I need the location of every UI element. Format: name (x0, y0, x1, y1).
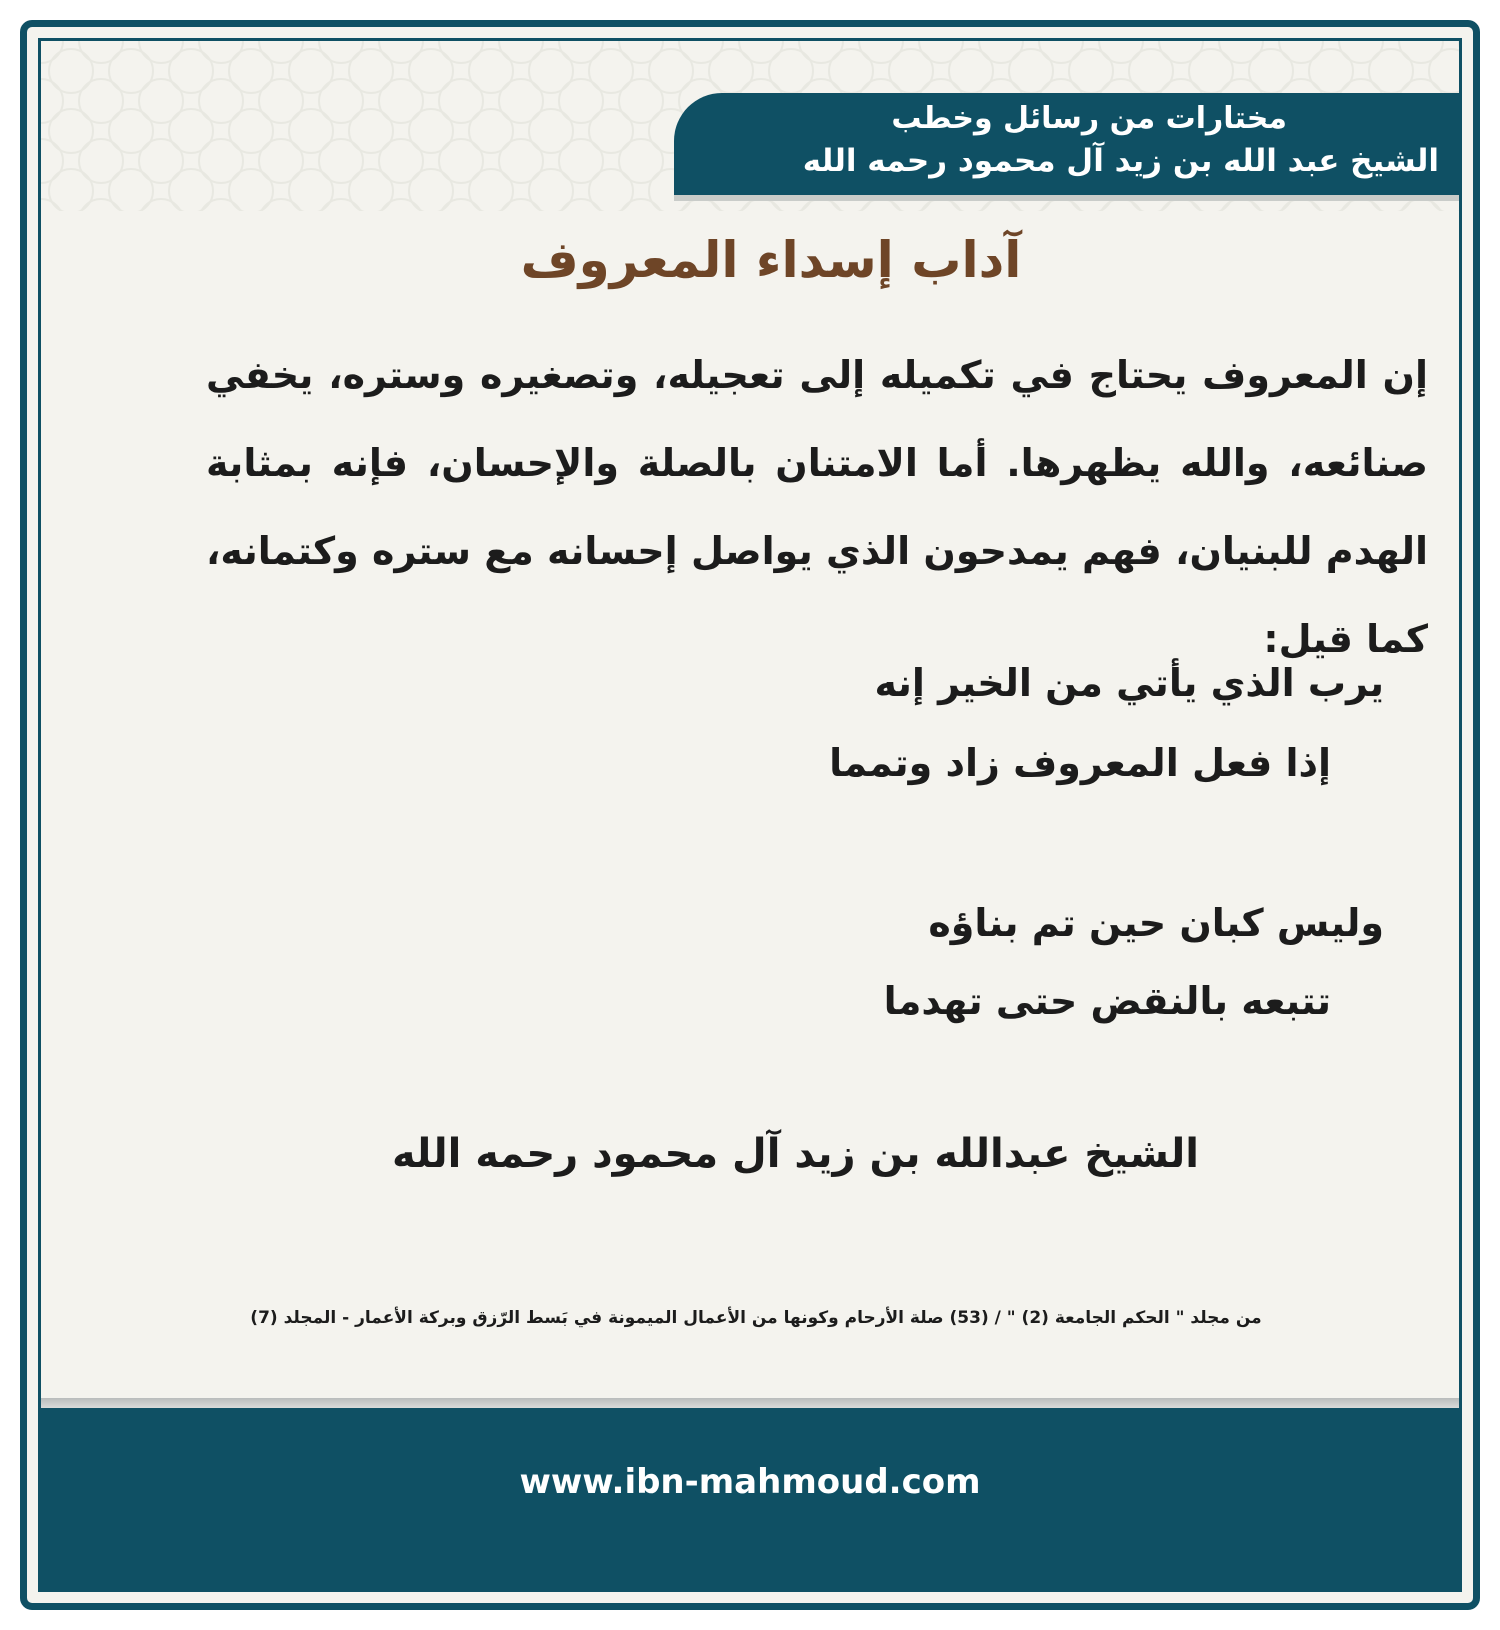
poem-verse-1a: يرب الذي يأتي من الخير إنه (874, 661, 1384, 705)
card (38, 38, 1462, 1592)
website-link[interactable]: www.ibn-mahmoud.com (519, 1462, 981, 1502)
footer-bar (41, 1408, 1459, 1589)
header-author-name: الشيخ عبد الله بن زيد آل محمود رحمه الله (802, 143, 1439, 179)
body-paragraph: إن المعروف يحتاج في تكميله إلى تعجيله، وتصغيره وستره، يخفي صنائعه، والله يظهرها. أما الامتنان بالصلة والإحسان، فإنه بمثابة الهدم للبنيان، فهم يمدحون الذي يواصل إحسانه مع ستره وكتمانه، كما قيل: (206, 353, 1428, 661)
footer-divider (41, 1398, 1459, 1408)
header-series-title: مختارات من رسائل وخطب (891, 101, 1287, 136)
poem-verse-1b: إذا فعل المعروف زاد وتمما (829, 741, 1331, 785)
author-signature: الشيخ عبدالله بن زيد آل محمود رحمه الله (392, 1131, 1199, 1177)
page-title: آداب إسداء المعروف (520, 231, 1022, 289)
header-banner (674, 93, 1459, 195)
source-citation: من مجلد " الحكم الجامعة (2) " / (53) صلة الأرحام وكونها من الأعمال الميمونة في بَسط الرّزق وبركة الأعمار - المجلد (7) (250, 1308, 1262, 1328)
poem-verse-2b: تتبعه بالنقض حتى تهدما (883, 979, 1331, 1023)
poem-verse-2a: وليس كبان حين تم بناؤه (928, 901, 1384, 945)
